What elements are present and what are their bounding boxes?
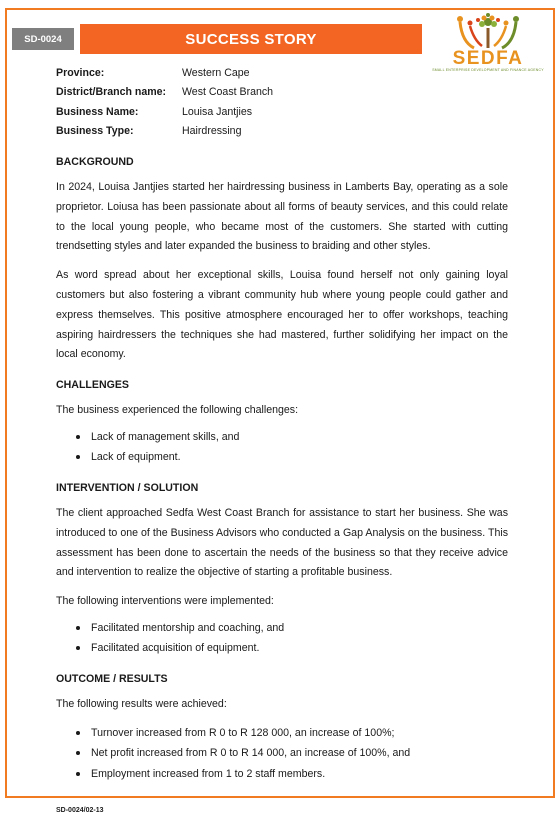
list-item: [56, 723, 508, 744]
outcome-heading: OUTCOME / RESULTS: [56, 672, 168, 685]
intervention-heading: INTERVENTION / SOLUTION: [56, 481, 199, 494]
list-item-text: Employment increased from 1 to 2 staff members.: [91, 767, 326, 780]
info-label: Business Type:: [56, 125, 134, 138]
list-item: [56, 618, 508, 639]
list-item: [56, 764, 508, 785]
info-row-business-type: [56, 122, 508, 142]
list-item-text: Facilitated mentorship and coaching, and: [91, 621, 285, 634]
intervention-intro: The following interventions were implemented:: [56, 595, 274, 608]
bullet-icon: [76, 646, 80, 650]
challenges-heading: CHALLENGES: [56, 379, 129, 392]
list-item-text: Turnover increased from R 0 to R 128 000, an increase of 100%;: [91, 726, 395, 739]
info-row-branch: [56, 83, 508, 103]
info-value: West Coast Branch: [182, 86, 274, 99]
list-item-text: Lack of management skills, and: [91, 430, 240, 443]
bullet-icon: [76, 626, 80, 630]
story-content: [56, 63, 508, 784]
info-row-province: [56, 63, 508, 83]
intervention-list: [56, 618, 508, 659]
list-item: [56, 743, 508, 764]
logo-tagline: SMALL ENTERPRISE DEVELOPMENT AND FINANCE AGENCY: [432, 68, 544, 72]
bullet-icon: [76, 455, 80, 459]
intervention-paragraph: The client approached Sedfa West Coast Branch for assistance to start her business. She was introduced to one of the Business Advisors who conducted a Gap Analysis on the business. This assessment has been done to ascertain the needs of the business so that they receive advice and intervention to realize the objective of starting a profitable business.: [56, 506, 508, 579]
info-value: Western Cape: [182, 66, 250, 79]
page-title: SUCCESS STORY: [80, 24, 422, 54]
logo-tree-icon: [440, 12, 536, 52]
bullet-icon: [76, 751, 80, 755]
challenges-intro: The business experienced the following challenges:: [56, 404, 299, 417]
info-value: Hairdressing: [182, 125, 242, 138]
bullet-icon: [76, 772, 80, 776]
info-value: Louisa Jantjies: [182, 105, 253, 118]
list-item-text: Net profit increased from R 0 to R 14 000, an increase of 100%, and: [91, 747, 411, 760]
list-item-text: Facilitated acquisition of equipment.: [91, 642, 260, 655]
outcome-list: [56, 723, 508, 785]
background-heading: BACKGROUND: [56, 156, 134, 168]
background-paragraph: In 2024, Louisa Jantjies started her hairdressing business in Lamberts Bay, operating as a sole proprietor. Loiusa has been passionate about all forms of beauty services, and this could relate to the local young people, who became most of the customers. She started with cutting trendsetting styles and later expanded the business to braiding and other styles.: [56, 181, 508, 253]
info-row-business-name: [56, 102, 508, 122]
info-label: District/Branch name:: [56, 86, 167, 99]
challenges-list: [56, 427, 508, 468]
list-item: [56, 427, 508, 448]
document-id-badge: SD-0024: [12, 28, 74, 50]
footer-document-code: SD-0024/02-13: [56, 807, 104, 814]
bullet-icon: [76, 731, 80, 735]
list-item: [56, 638, 508, 659]
logo-wordmark: SEDFA: [452, 48, 524, 69]
list-item-text: Lack of equipment.: [91, 451, 181, 464]
bullet-icon: [76, 435, 80, 439]
outcome-intro: The following results were achieved:: [56, 697, 227, 710]
info-label: Business Name:: [56, 105, 139, 118]
list-item: [56, 447, 508, 468]
business-info: [56, 63, 508, 141]
info-label: Province:: [56, 66, 105, 79]
background-paragraph: As word spread about her exceptional skills, Louisa found herself not only gaining loyal customers but also fostering a vibrant community hub where young people could gather and express themselves. This positive atmosphere encouraged her to offer workshops, teaching aspiring hairdressers the techniques she had mastered, further solidifying her impact on the local economy.: [56, 269, 508, 361]
